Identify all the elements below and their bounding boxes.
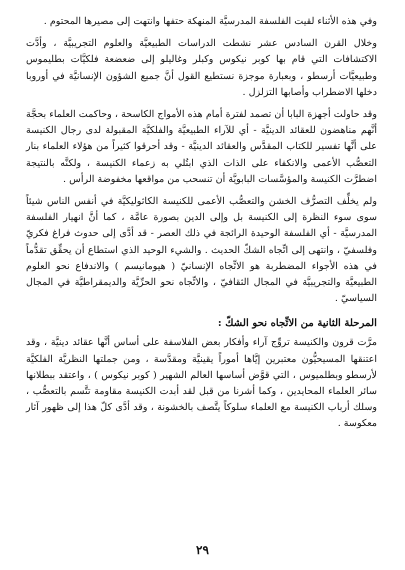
page-number: ٢٩: [196, 543, 209, 557]
body-paragraph: مرَّت قرون والكنيسة تروِّج آراء وأفكار بعض الفلاسفة على أساس أنَّها عقائد دينيَّة ، وقد اعتنقها المسيحيُّون معتبرين إيَّاها أموراً يقينيَّة ومقدَّسة ، ومن جملتها النظريَّة الفلكيَّة لأرسطو وبطلميوس ، التي قوَّض أساسها العالم الشهير ( كوبر نيكوس ) ، واعتقد ببطلانها سائر العلماء المحايدين ، وكما أشرنا من قبل لقد أبدت الكنيسة مقاومة تتَّسم بالتعصُّب ، وسلك أرباب الكنيسة مع العلماء سلوكاً يتَّصف بالخشونة ، وقد أدَّى كلّ هذا إلى ظهور آثار معكوسة .: [26, 337, 377, 430]
section-heading: المرحلة الثانية من الاتِّجاه نحو الشكّ :: [217, 317, 377, 330]
paragraph-spacer: [26, 307, 377, 313]
body-paragraph: وقد حاولت أجهزة البابا أن تصمد لفترة أمام هذه الأمواج الكاسحة ، وحاكمت العلماء بحجَّة أنَّهم مناهضون للعقائد الدينيَّة - أي للآراء الطبيعيَّة والفلكيَّة المقبولة لدى رجال الكنيسة على أنَّها تفسير للكتاب المقدَّس والعقائد الدينيَّة - وقد أحرقوا كثيراً من هؤلاء العلماء بنار التعصُّب الأعمى والانكفاء على الذات الذي ابتُلي به زعماء الكنيسة ، ولكنَّه بالنتيجة اضطرَّت الكنيسة والمؤسَّسات البابويَّة أن تنسحب من مواقعها مخفوضة الرأس .: [26, 109, 377, 185]
body-paragraph: وخلال القرن السادس عشر نشطت الدراسات الطبيعيَّة والعلوم التجريبيَّة ، وأدَّت الاكتشافات التي قام بها كوبر نيكوس وكبلر وغاليلو إلى ضعضعة فلكيَّات بطليموس وطبيعيَّات أرسطو ، وبعبارة موجزة نستطيع القول أنَّ جميع الشؤون الإنسانيَّة في أوروبا دخلها الاضطراب وأصابها التزلزل .: [26, 38, 377, 98]
body-paragraph: ولم يخلِّف التصرُّف الخشن والتعصُّب الأعمى للكنيسة الكاثوليكيَّة في أنفس الناس شيئاً سوى سوء النظرة إلى الكنيسة بل وإلى الدين بصورة عامَّة ، كما أنَّ انهيار الفلسفة المدرسيَّة - أي الفلسفة الوحيدة الرائجة في ذلك العصر - قد أدَّى إلى حدوث فراغ فكريّ وفلسفيّ ، وانتهى إلى اتِّجاه الشكّ الحديث . والشيء الوحيد الذي استطاع أن يحقِّق تقدُّماً في هذه الأجواء المضطربة هو الاتِّجاه الإنسانيّ ( هيومانيسم ) والاندفاع نحو العلوم الطبيعيَّة والتجريبيَّة في المجال الثقافيّ ، والاتِّجاه نحو الحرِّيَّة والديمقراطيَّة في المجال السياسيّ .: [26, 196, 377, 305]
body-paragraph: وفي هذه الأثناء لقيت الفلسفة المدرسيَّة المنهكة حتفها وانتهت إلى مصيرها المحتوم .: [43, 16, 377, 27]
